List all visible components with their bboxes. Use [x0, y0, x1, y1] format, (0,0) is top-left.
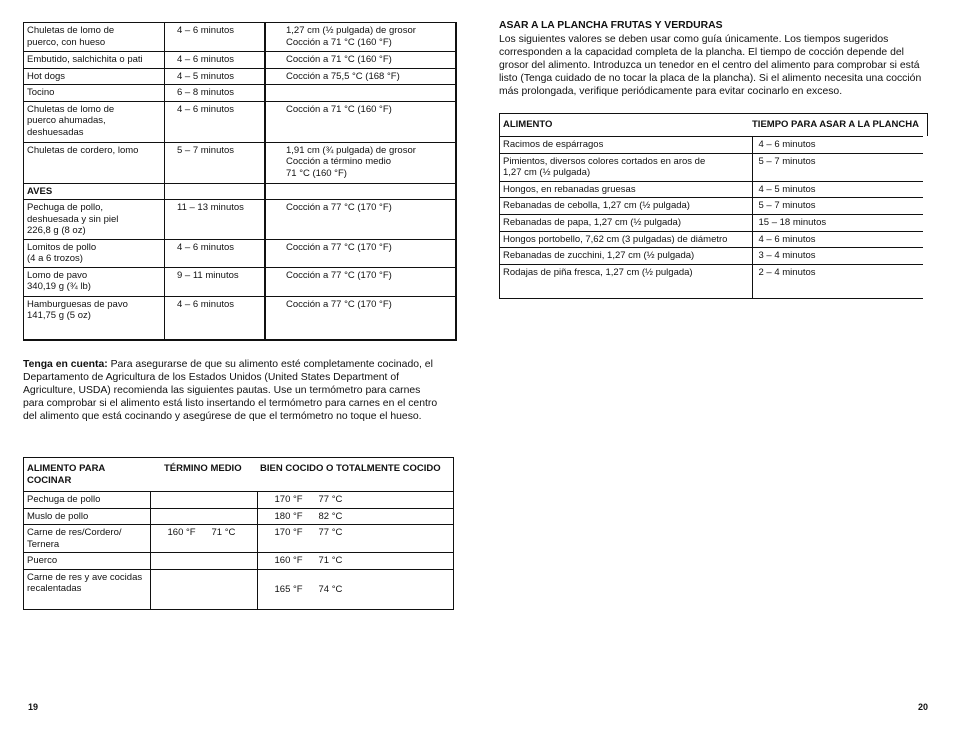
well-done-cell: [257, 569, 454, 609]
empty-cell: [165, 183, 266, 200]
food-cell: Rebanadas de papa, 1,27 cm (½ pulgada): [500, 215, 753, 232]
table-row: [24, 200, 457, 240]
well-celsius: 74 °C: [318, 583, 343, 595]
table-row: [24, 101, 457, 142]
doneness-table-body: [24, 458, 454, 610]
time-cell: [165, 296, 266, 340]
time-text: 4 – 6 minutos: [177, 103, 235, 115]
table-row: [24, 239, 457, 267]
food-cell: Hot dogs: [24, 68, 165, 85]
table-row: [500, 248, 928, 265]
section-intro: Los siguientes valores se deben usar como guía únicamente. Los tiempos sugeridos corresponden a la capacidad completa de la plancha. El tiempo de cocción depende del grosor del alimento. Introduzca un tenedor en el centro del alimento para comprobar si está listo (Tenga cuidado de no tocar la placa de la plancha). Si el alimento necesita una cocción más prolongada, verifique periódicamente para evitar cocinarlo en exceso.: [499, 34, 922, 98]
notes-cell: Cocción a 77 °C (170 °F): [265, 200, 456, 240]
well-done-cell: [257, 525, 454, 553]
time-text: 11 – 13 minutos: [177, 202, 244, 213]
well-done-cell: [257, 492, 454, 509]
notes-cell: Cocción a 77 °C (170 °F): [265, 239, 456, 267]
grill-time-cell: 4 – 5 minutos: [752, 181, 927, 198]
grill-table-body: [500, 114, 928, 299]
table-row: [24, 52, 457, 69]
table-row: [500, 153, 928, 181]
well-done-cell: [257, 553, 454, 570]
time-cell: [165, 200, 266, 240]
notes-cell: Cocción a 71 °C (160 °F): [265, 101, 456, 142]
header-well-done: BIEN COCIDO O TOTALMENTE COCIDO: [257, 458, 454, 492]
food-cell: Pimientos, diversos colores cortados en aros de 1,27 cm (½ pulgada): [500, 153, 753, 181]
food-cell: Carne de res y ave cocidas recalentadas: [24, 569, 151, 609]
grill-table-header: [500, 114, 928, 137]
well-fahrenheit: 180 °F: [274, 510, 303, 522]
medium-cell: [150, 569, 257, 609]
time-cell: [165, 142, 266, 183]
grill-time-cell: 4 – 6 minutos: [752, 136, 927, 153]
food-cell: Carne de res/Cordero/ Ternera: [24, 525, 151, 553]
table-row: [24, 569, 454, 609]
medium-celsius: 71 °C: [211, 527, 236, 538]
food-cell: Hamburguesas de pavo 141,75 g (5 oz): [24, 296, 165, 340]
notes-cell: Cocción a 77 °C (170 °F): [286, 298, 392, 310]
grill-time-cell: 2 – 4 minutos: [752, 265, 927, 299]
note-label: Tenga en cuenta:: [23, 359, 108, 370]
header-medium: TÉRMINO MEDIO: [150, 458, 257, 492]
table-row: [24, 553, 454, 570]
well-celsius: 82 °C: [318, 510, 343, 522]
food-cell: Hongos, en rebanadas gruesas: [500, 181, 753, 198]
grill-time-cell: 5 – 7 minutos: [752, 198, 927, 215]
time-text: 4 – 6 minutos: [177, 54, 235, 65]
empty-cell: [265, 183, 456, 200]
medium-cell: [150, 508, 257, 525]
well-celsius: 77 °C: [318, 494, 343, 505]
food-cell: Tocino: [24, 85, 165, 102]
well-celsius: 71 °C: [318, 555, 343, 566]
well-done-cell: [257, 508, 454, 525]
header-food: ALIMENTO: [500, 114, 753, 137]
aves-section-row: [24, 183, 457, 200]
table-row: [500, 198, 928, 215]
time-cell: [165, 85, 266, 102]
aves-label: AVES: [24, 183, 165, 200]
notes-cell: Cocción a 75,5 °C (168 °F): [265, 68, 456, 85]
medium-cell: [150, 553, 257, 570]
well-celsius: 77 °C: [318, 527, 343, 538]
time-text: 4 – 5 minutos: [177, 70, 235, 82]
food-cell: Racimos de espárragos: [500, 136, 753, 153]
table-row: [500, 181, 928, 198]
table-row: [500, 265, 928, 299]
food-cell: Lomo de pavo 340,19 g (¾ lb): [24, 267, 165, 296]
time-cell: [165, 239, 266, 267]
table-row: [500, 215, 928, 232]
page-number-left: 19: [28, 702, 39, 712]
table-row: [24, 296, 457, 340]
table-row: [24, 85, 457, 102]
header-grill-time: TIEMPO PARA ASAR A LA PLANCHA: [752, 114, 927, 137]
notes-cell: Cocción a 77 °C (170 °F): [265, 267, 456, 296]
time-cell: [165, 52, 266, 69]
grill-time-cell: 3 – 4 minutos: [752, 248, 927, 265]
grill-time-cell: 4 – 6 minutos: [752, 231, 927, 248]
grill-time-cell: 5 – 7 minutos: [752, 153, 927, 181]
food-cell: Puerco: [24, 553, 151, 570]
usda-note: [23, 359, 443, 424]
well-fahrenheit: 170 °F: [274, 527, 303, 538]
time-cell: [165, 267, 266, 296]
food-cell: Rodajas de piña fresca, 1,27 cm (½ pulgada): [500, 265, 753, 299]
time-text: 6 – 8 minutos: [177, 87, 235, 98]
header-food: ALIMENTO PARA COCINAR: [24, 458, 151, 492]
note-text: Para asegurarse de que su alimento esté completamente cocinado, el Departamento de Agricultura de los Estados Unidos (United States Department of Agriculture, USDA) recomienda las siguientes pautas. Use un termómetro para carnes para comprobar si el alimento está listo insertando el termómetro para carnes en el centro del alimento que está cocinando y asegúrese de que el termómetro no toque el hueso.: [23, 359, 438, 422]
page-number-right: 20: [918, 702, 929, 712]
time-text: 4 – 6 minutos: [177, 25, 235, 36]
medium-cell: [150, 492, 257, 509]
time-cell: [165, 23, 266, 52]
table-row: [24, 68, 457, 85]
food-cell: Embutido, salchichita o pati: [24, 52, 165, 69]
food-cell: Rebanadas de cebolla, 1,27 cm (½ pulgada): [500, 198, 753, 215]
table-row: [24, 142, 457, 183]
food-cell: Chuletas de lomo de puerco, con hueso: [24, 23, 165, 52]
food-cell: Muslo de pollo: [24, 508, 151, 525]
meat-table-body: [24, 23, 457, 341]
food-cell: Chuletas de cordero, lomo: [24, 142, 165, 183]
well-fahrenheit: 165 °F: [274, 583, 303, 595]
meat-cooking-table: [23, 22, 457, 341]
grill-vegetables-table: [499, 113, 931, 299]
table-row: [24, 525, 454, 553]
section-title: ASAR A LA PLANCHA FRUTAS Y VERDURAS: [499, 20, 723, 31]
table-row: [24, 492, 454, 509]
food-cell: Pechuga de pollo, deshuesada y sin piel 226,8 g (8 oz): [24, 200, 165, 240]
notes-cell: 1,27 cm (½ pulgada) de grosor Cocción a 71 °C (160 °F): [265, 23, 456, 52]
time-text: 5 – 7 minutos: [177, 144, 235, 156]
table-row: [500, 231, 928, 248]
table-row: [24, 23, 457, 52]
time-text: 9 – 11 minutos: [177, 269, 239, 281]
doneness-table-header: [24, 458, 454, 492]
table-row: [500, 136, 928, 153]
doneness-temperature-table: [23, 457, 454, 610]
table-row: [24, 508, 454, 525]
notes-cell: [265, 85, 456, 102]
time-text: 4 – 6 minutos: [177, 241, 235, 253]
food-cell: Pechuga de pollo: [24, 492, 151, 509]
time-text: 4 – 6 minutos: [177, 298, 235, 310]
medium-cell: [150, 525, 257, 553]
medium-fahrenheit: 160 °F: [167, 527, 196, 538]
notes-cell: 1,91 cm (¾ pulgada) de grosor Cocción a término medio 71 °C (160 °F): [265, 142, 456, 183]
food-cell: Hongos portobello, 7,62 cm (3 pulgadas) de diámetro: [500, 231, 753, 248]
table-row: [24, 267, 457, 296]
notes-cell: Cocción a 71 °C (160 °F): [265, 52, 456, 69]
time-cell: [165, 101, 266, 142]
well-fahrenheit: 160 °F: [274, 555, 303, 566]
food-cell: Rebanadas de zucchini, 1,27 cm (½ pulgada): [500, 248, 753, 265]
time-cell: [165, 68, 266, 85]
food-cell: Lomitos de pollo (4 a 6 trozos): [24, 239, 165, 267]
grill-time-cell: 15 – 18 minutos: [752, 215, 927, 232]
food-cell: Chuletas de lomo de puerco ahumadas, deshuesadas: [24, 101, 165, 142]
well-fahrenheit: 170 °F: [274, 494, 303, 505]
